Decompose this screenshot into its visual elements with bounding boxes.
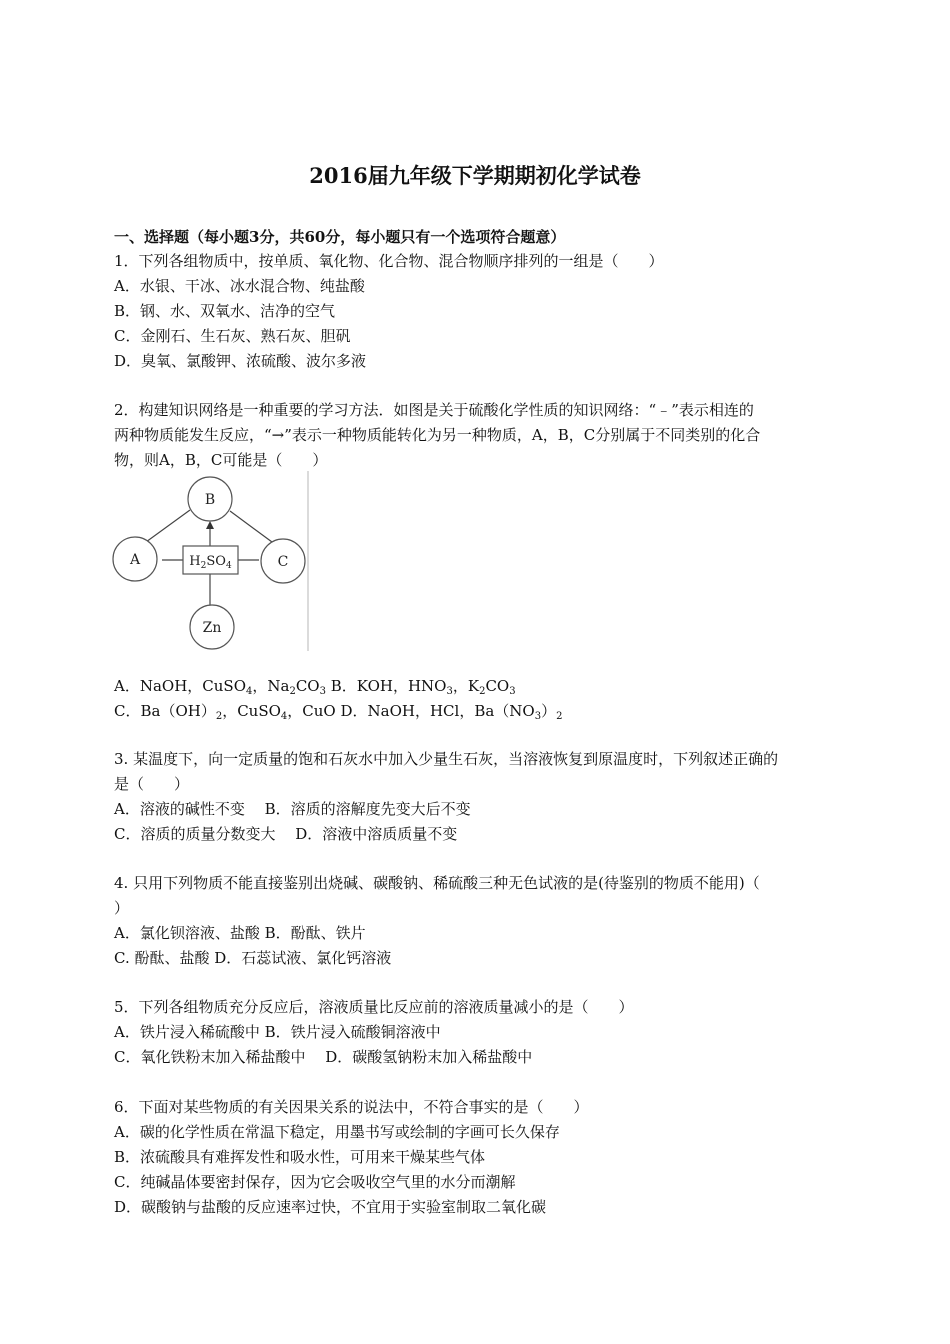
question-2-stem-line-3: 物，则A，B，C可能是（ ） [114, 451, 328, 469]
question-2-options-ab [114, 676, 516, 696]
question-2-option-d: D．NaOH，HCl，$Ba(NO_3)_2$ [335, 702, 563, 722]
node-c [261, 539, 305, 583]
question-6-stem: 6．下面对某些物质的有关因果关系的说法中，不符合事实的是（ ） [114, 1098, 589, 1116]
node-zn [190, 605, 234, 649]
question-2-option-b: B．KOH，$HNO_3$，$K_2CO_3$ [325, 677, 516, 697]
exam-title: 2016届九年级下学期期初化学试卷 [309, 163, 641, 188]
question-3-options-cd: C．溶质的质量分数变大 D．溶液中溶质质量不变 [114, 825, 458, 843]
question-2-options-cd [114, 701, 563, 721]
question-6-option-a: A．碳的化学性质在常温下稳定，用墨书写或绘制的字画可长久保存 [114, 1123, 560, 1141]
question-4-options-cd: C. 酚酞、盐酸 D．石蕊试液、氯化钙溶液 [114, 949, 392, 967]
node-a [113, 537, 157, 581]
question-6-option-b: B．浓硫酸具有难挥发性和吸水性，可用来干燥某些气体 [114, 1148, 486, 1166]
question-5-stem: 5．下列各组物质充分反应后，溶液质量比反应前的溶液质量减小的是（ ） [114, 998, 634, 1016]
question-3-stem-line-1: 3. 某温度下，向一定质量的饱和石灰水中加入少量生石灰，当溶液恢复到原温度时，下列叙述正确的 [114, 750, 779, 768]
question-6-option-d: D．碳酸钠与盐酸的反应速率过快，不宜用于实验室制取二氧化碳 [114, 1198, 547, 1216]
question-2-stem-line-1: 2．构建知识网络是一种重要的学习方法．如图是关于硫酸化学性质的知识网络：“﹣”表示相连的 [114, 401, 754, 419]
question-2-stem-line-2: 两种物质能发生反应，“→”表示一种物质能转化为另一种物质，A，B，C分别属于不同类别的化合 [114, 426, 761, 444]
node-h2so4 [183, 546, 238, 574]
question-4-options-ab: A．氯化钡溶液、盐酸 B．酚酞、铁片 [114, 924, 366, 942]
node-a-label: A [129, 552, 141, 568]
question-1-option-c: C．金刚石、生石灰、熟石灰、胆矾 [114, 327, 351, 345]
question-3-options-ab: A．溶液的碱性不变 B．溶质的溶解度先变大后不变 [114, 800, 471, 818]
node-b [188, 477, 232, 521]
sulfuric-acid-network-diagram [112, 471, 310, 651]
question-1-option-b: B．钢、水、双氧水、洁净的空气 [114, 302, 336, 320]
question-5-options-cd: C．氧化铁粉末加入稀盐酸中 D．碳酸氢钠粉末加入稀盐酸中 [114, 1048, 533, 1066]
question-1-option-a: A．水银、干冰、冰水混合物、纯盐酸 [114, 277, 365, 295]
question-1-stem: 1．下列各组物质中，按单质、氧化物、化合物、混合物顺序排列的一组是（ ） [114, 252, 664, 270]
question-6-option-c: C．纯碱晶体要密封保存，因为它会吸收空气里的水分而潮解 [114, 1173, 516, 1191]
question-1-option-d: D．臭氧、氯酸钾、浓硫酸、波尔多液 [114, 352, 367, 370]
node-h2so4-label: $H_2SO_4$ [189, 554, 232, 571]
question-2-option-a: A．NaOH，CuSO$_4$，$Na_2CO_3$ [114, 677, 326, 697]
node-zn-label: Zn [202, 620, 222, 636]
section-heading: 一、选择题（每小题3分，共60分，每小题只有一个选项符合题意） [114, 228, 566, 246]
question-4-stem-line-1: 4. 只用下列物质不能直接鉴别出烧碱、碳酸钠、稀硫酸三种无色试液的是(待鉴别的物质不能用)（ [114, 874, 760, 892]
question-5-options-ab: A．铁片浸入稀硫酸中 B．铁片浸入硫酸铜溶液中 [114, 1023, 441, 1041]
node-c-label: C [277, 554, 289, 570]
question-4-stem-line-2: ） [114, 899, 130, 917]
question-3-stem-line-2: 是（ ） [114, 775, 190, 793]
node-b-label: B [204, 492, 216, 508]
question-2-option-c: C．$Ba(OH)_2$，CuSO$_4$，CuO [114, 702, 336, 722]
